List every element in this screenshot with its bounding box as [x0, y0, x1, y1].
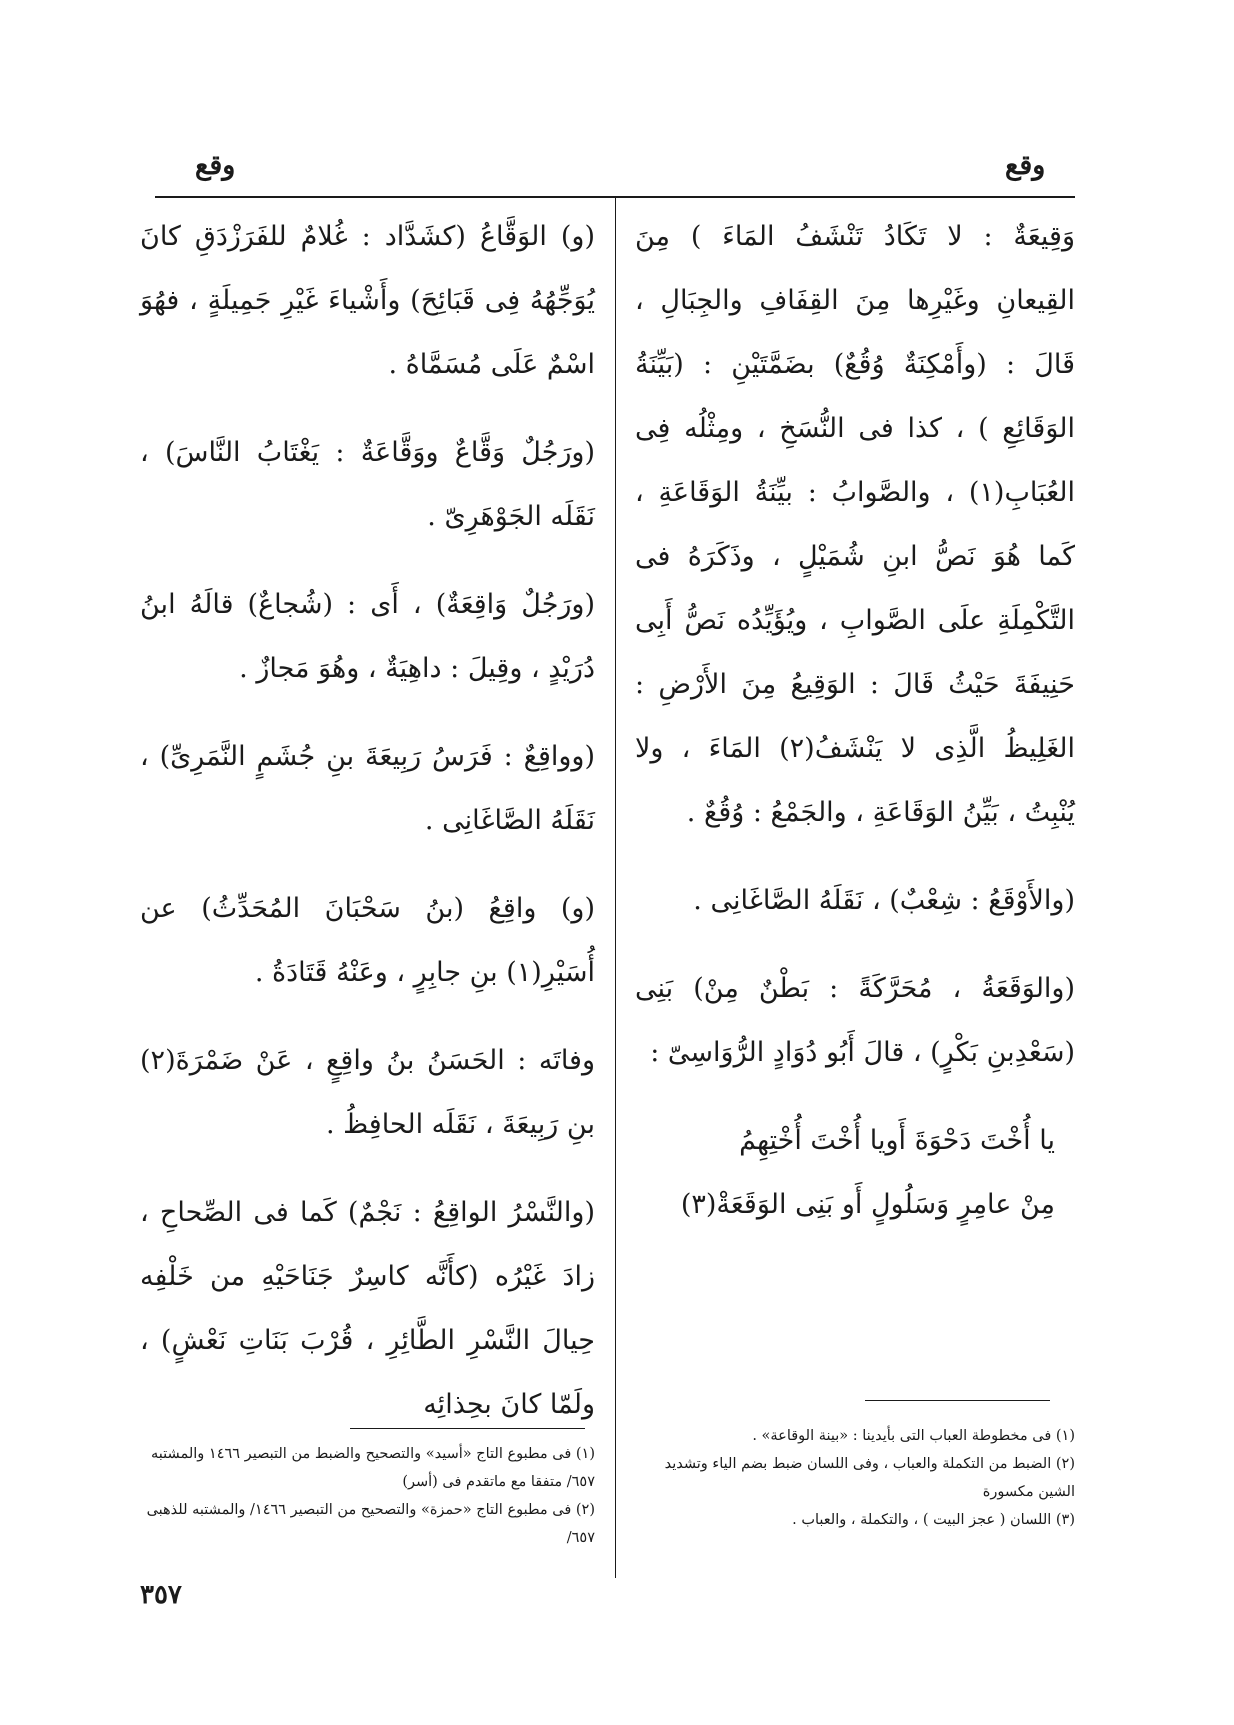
footnote: (٢) الضبط من التكملة والعباب ، وفى اللسان ضبط بضم الياء وتشديد الشين مكسورة	[664, 1456, 1075, 1500]
entry-paragraph: (والوَقَعَةُ ، مُحَرَّكَةً : بَطْنٌ مِنْ) بَنِى (سَعْدِبنِ بَكْرٍ) ، قالَ أَبُو دُوَادٍ الرُّوَاسِىّ :	[635, 973, 1075, 1068]
page-number: ٣٥٧	[140, 1580, 182, 1610]
running-header-right: وقع	[1005, 150, 1046, 181]
column-divider	[615, 198, 616, 1578]
footnote: (١) فى مخطوطة العباب التى بأيدينا : «بينة الوقاعة» .	[752, 1428, 1075, 1444]
footnote: (١) فى مطبوع التاج «أسيد» والتصحيح والضبط من التبصير ١٤٦٦ والمشتبه ٦٥٧/ متفقا مع ماتقدم فى (أسر)	[151, 1446, 595, 1490]
entry-paragraph: وَقِيعَةٌ : لا تَكَادُ تَنْشَفُ المَاءَ ) مِنَ القِيعانِ وغَيْرِها مِنَ القِفَافِ والجِبَالِ ، قَالَ : (وأَمْكِنَةٌ وُقُعٌ) بضَمَّتَيْنِ : (بَيِّنَةُ الوَقَائِعِ ) ، كذا فى النُّسَخِ ، ومِثْلُه فِى العُبَابِ(١) ، والصَّوابُ : بيِّنَةُ الوَقَاعَةِ ، كَما هُوَ نَصُّ ابنِ شُمَيْلٍ ، وذَكَرَهُ فى التَّكْمِلَةِ علَى الصَّوابِ ، ويُؤَيِّدُه نَصُّ أَبِى حَنِيفَةَ حَيْثُ قَالَ : الوَقِيعُ مِنَ الأَرْضِ : الغَلِيظُ الَّذِى لا يَنْشَفُ(٢) المَاءَ ، ولا يُنْبِتُ ، بَيِّنُ الوَقَاعَةِ ، والجَمْعُ : وُقُعٌ .	[635, 221, 1075, 828]
poetry-line: يا أُخْتَ دَحْوَةَ أَويا أُخْتَ أُخْتِهِمُ	[739, 1125, 1055, 1156]
entry-paragraph: (و) واقِعُ (بنُ سَحْبَانَ المُحَدِّثُ) عن أُسَيْرِ(١) بنِ جابِرٍ ، وعَنْهُ قَتَادَةُ .	[140, 893, 595, 988]
footnote: (٢) فى مطبوع التاج «حمزة» والتصحيح من التبصير ١٤٦٦/ والمشتبه للذهبى ٦٥٧/	[146, 1502, 595, 1546]
entry-paragraph: (وواقِعٌ : فَرَسُ رَبِيعَةَ بنِ جُشَمٍ النَّمَرِىِّ) ، نَقَلَهُ الصَّاغَانِى .	[140, 741, 595, 836]
footnote-rule-left	[350, 1428, 585, 1429]
footnotes-right	[640, 1422, 1075, 1534]
poetry-line: مِنْ عامِرٍ وَسَلُولٍ أَو بَنِى الوَقَعَةْ(٣)	[680, 1189, 1055, 1220]
entry-paragraph: (ورَجُلٌ وَقَّاعٌ ووَقَّاعَةٌ : يَغْتَابُ النَّاسَ) ، نَقَلَه الجَوْهَرِىّ .	[140, 437, 595, 532]
footnotes-left	[140, 1440, 595, 1552]
entry-paragraph: (و) الوَقَّاعُ (كشَدَّاد : غُلامٌ للفَرَزْدَقِ كانَ يُوَجِّهُهُ فِى قَبَائِحَ) وأَشْياءَ غَيْرِ جَمِيلَةٍ ، فهُوَ اسْمٌ عَلَى مُسَمَّاهُ .	[140, 221, 595, 380]
entry-paragraph: وفاتَه : الحَسَنُ بنُ واقِعٍ ، عَنْ ضَمْرَةَ(٢) بنِ رَبِيعَةَ ، نَقَلَه الحافِظُ .	[140, 1045, 595, 1140]
right-column	[635, 205, 1075, 1237]
entry-paragraph: (والنَّسْرُ الواقِعُ : نَجْمٌ) كَما فى الصِّحاحِ ، زادَ غَيْرُه (كأَنَّه كاسِرٌ جَنَاحَيْهِ من خَلْفِه حِيالَ النَّسْرِ الطَّائِرِ ، قُرْبَ بَنَاتِ نَعْشٍ) ، ولَمّا كانَ بحِذائِه	[140, 1197, 595, 1420]
running-header-left: وقع	[195, 150, 236, 181]
entry-paragraph: (والأَوْقَعُ : شِعْبٌ) ، نَقَلَهُ الصَّاغَانِى .	[693, 885, 1075, 916]
footnote-rule-right	[865, 1400, 1050, 1401]
footnote: (٣) اللسان ( عجز البيت ) ، والتكملة ، والعباب .	[792, 1512, 1075, 1528]
entry-paragraph: (ورَجُلٌ وَاقِعَةٌ) ، أَى : (شُجاعٌ) قالَهُ ابنُ دُرَيْدٍ ، وقِيلَ : داهِيَةٌ ، وهُوَ مَجازٌ .	[140, 589, 595, 684]
left-column	[140, 205, 595, 1461]
